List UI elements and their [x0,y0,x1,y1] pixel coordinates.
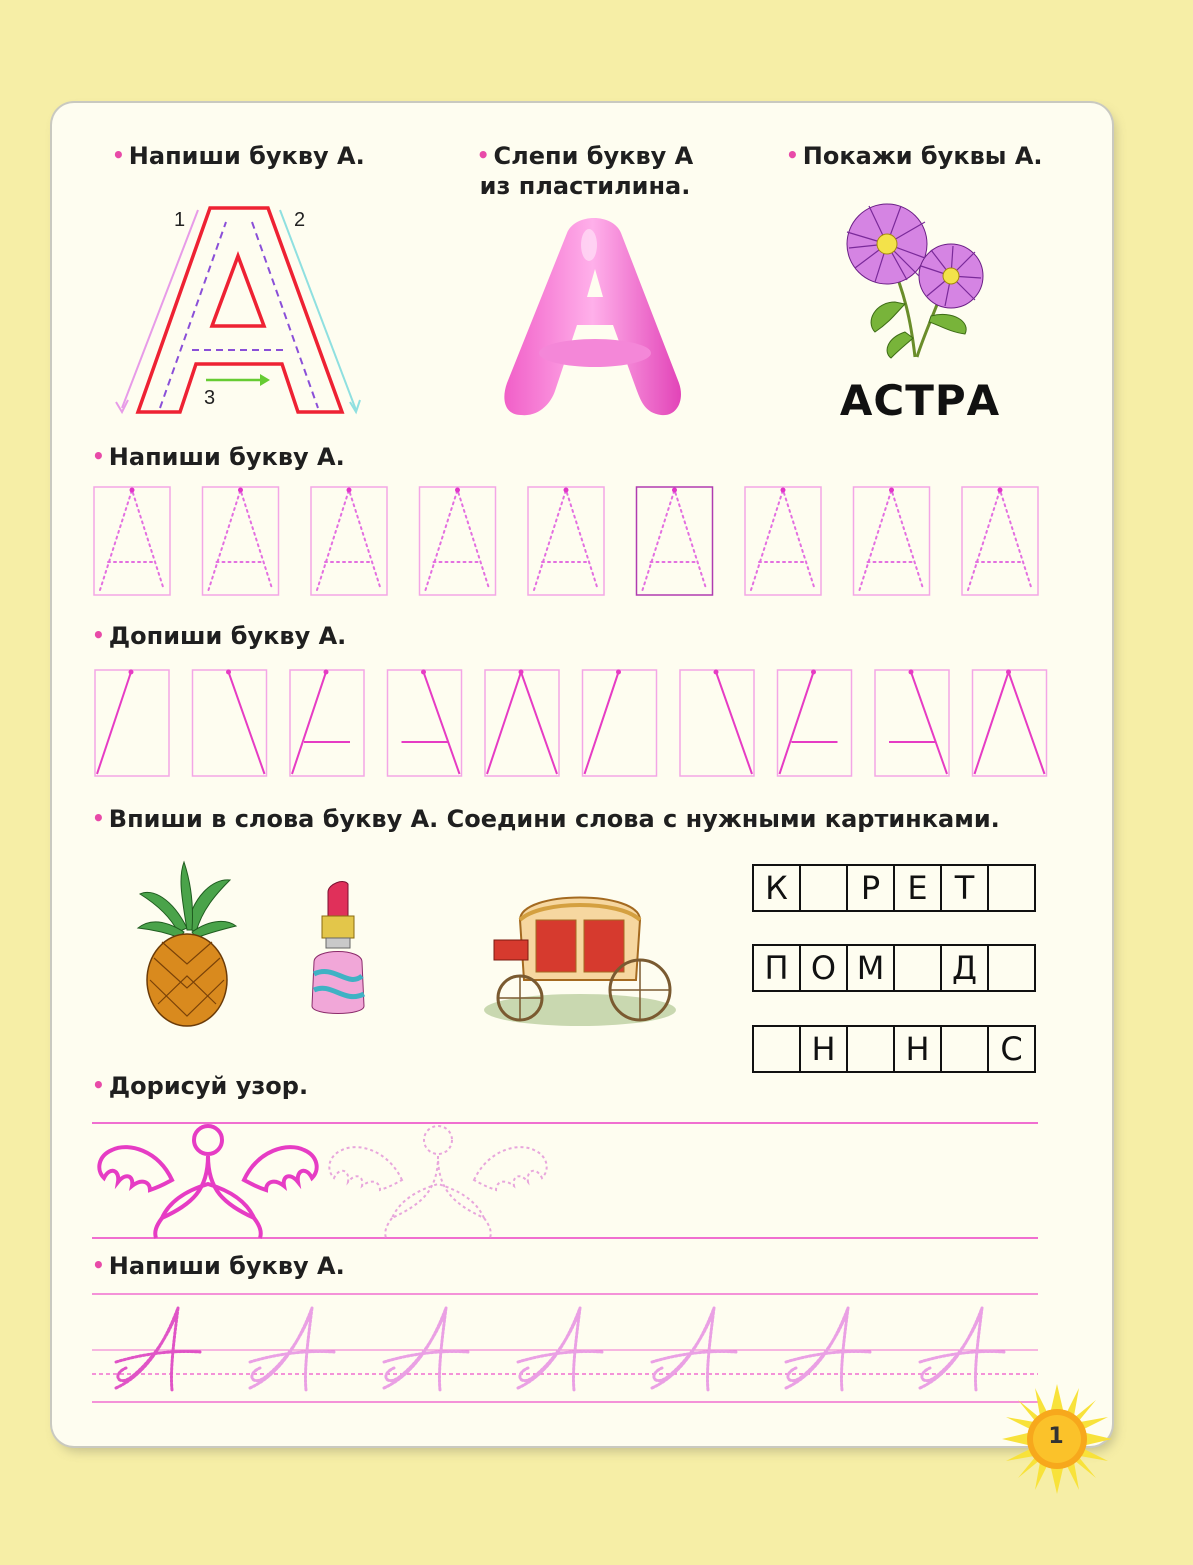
word-cell-empty[interactable] [801,866,848,910]
finish-letter-box[interactable] [680,670,754,777]
cursive-letter-a [518,1308,602,1390]
cursive-letter-a [920,1308,1004,1390]
trace-letter-box[interactable] [311,487,387,595]
task-insert-text: Впиши в слова букву А. Соедини слова с нужными картинками. [108,805,1000,833]
task-show [786,140,1043,171]
finish-letter-box[interactable] [778,670,852,777]
finish-letter-box[interactable] [973,670,1047,777]
word-cell-empty[interactable] [848,1027,895,1071]
word-cell: С [1000,1030,1023,1068]
trace-letter-box[interactable] [420,487,496,595]
flower-word-label: АСТРА [839,376,1001,425]
task-insert [92,803,1000,834]
task-finish-text: Допиши букву А. [108,622,347,650]
task-pattern-text: Дорисуй узор. [108,1072,309,1100]
task-write-cursive-text: Напиши букву А. [108,1252,345,1280]
cursive-writing-lines[interactable] [92,1290,1038,1410]
finish-letter-box[interactable] [193,670,267,777]
stroke-number-1: 1 [174,209,186,231]
bullet-icon: • [92,444,105,468]
bullet-icon: • [92,806,105,830]
task-sculpt-line1: Слепи букву А [493,142,694,170]
bullet-icon: • [92,1253,105,1277]
word-cell: Е [895,866,942,910]
carriage-icon[interactable] [480,880,680,1030]
finish-letter-box[interactable] [485,670,559,777]
word-cell-empty[interactable] [989,946,1034,990]
word-grid-3 [752,1025,1036,1073]
finish-letter-box[interactable] [290,670,364,777]
finish-letter-row [92,666,1052,786]
word-grid-1 [752,864,1036,912]
word-cell: Н [801,1027,848,1071]
trace-letter-box[interactable] [528,487,604,595]
trace-letter-box[interactable] [745,487,821,595]
task-write-row-text: Напиши букву А. [108,443,345,471]
word-cell: О [801,946,848,990]
lipstick-icon[interactable] [304,878,374,1018]
bullet-icon: • [112,143,125,167]
trace-letter-box[interactable] [854,487,930,595]
pattern-motif-dotted [329,1126,546,1238]
bullet-icon: • [476,143,490,167]
trace-letter-box[interactable] [203,487,279,595]
task-write-top-text: Напиши букву А. [128,142,365,170]
stroke-number-2: 2 [294,209,306,231]
bullet-icon: • [786,143,799,167]
word-grid-2 [752,944,1036,992]
task-sculpt-line2: из пластилина. [479,172,691,200]
word-cell-empty[interactable] [989,866,1034,910]
task-write-row [92,441,345,472]
word-cell-empty[interactable] [942,1027,989,1071]
task-write-top [112,140,365,171]
finish-letter-box[interactable] [95,670,169,777]
word-cell: Н [895,1027,942,1071]
word-cell: Т [942,866,989,910]
word-cell: Р [848,866,895,910]
cursive-letter-a [652,1308,736,1390]
aster-flower-icon [835,192,1005,362]
word-cell: Д [942,946,989,990]
pattern-motif-solid [99,1126,316,1238]
cursive-letter-a [384,1308,468,1390]
page-number: 1 [1048,1424,1064,1449]
task-pattern [92,1070,308,1101]
task-sculpt [460,140,710,201]
cursive-letter-a [250,1308,334,1390]
trace-letter-row [92,484,1062,604]
cursive-letter-a [116,1308,200,1390]
word-cell-empty[interactable] [895,946,942,990]
word-cell: П [754,946,801,990]
pattern-drawing-area[interactable] [92,1120,1038,1240]
word-cell: М [848,946,895,990]
trace-letter-box[interactable] [637,487,713,595]
letter-a-stroke-guide [110,200,370,430]
plasticine-letter-a-icon [495,205,695,435]
word-cell: К [754,866,801,910]
pineapple-icon[interactable] [132,858,242,1028]
stroke-number-3: 3 [204,387,216,409]
bullet-icon: • [92,1073,105,1097]
bullet-icon: • [92,623,105,647]
finish-letter-box[interactable] [875,670,949,777]
task-show-text: Покажи буквы А. [802,142,1043,170]
finish-letter-box[interactable] [583,670,657,777]
word-cell-empty[interactable] [754,1027,801,1071]
trace-letter-box[interactable] [962,487,1038,595]
task-finish [92,620,346,651]
trace-letter-box[interactable] [94,487,170,595]
finish-letter-box[interactable] [388,670,462,777]
cursive-letter-a [786,1308,870,1390]
task-write-cursive [92,1250,345,1281]
